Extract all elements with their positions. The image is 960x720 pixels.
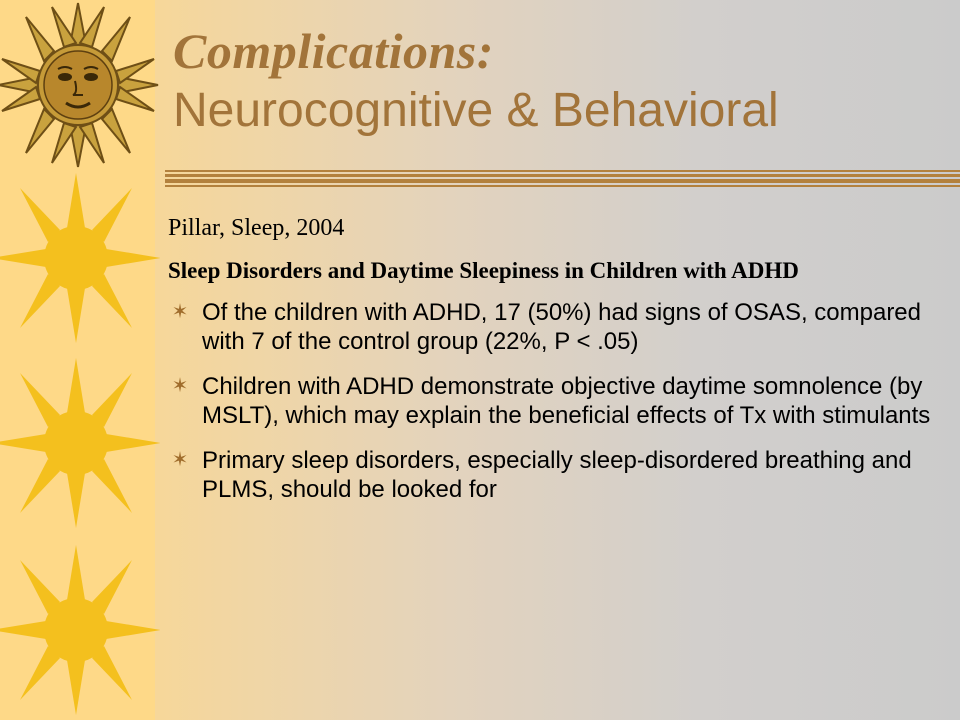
star-bullet-icon: ✶ [171,449,189,471]
bullet-text: Children with ADHD demonstrate objective daytime somnolence (by MSLT), which may explain the beneficial effects of Tx with stimulants [202,373,931,429]
bullet-text: Primary sleep disorders, especially sleep-disordered breathing and PLMS, should be looked for [202,447,912,503]
title-divider [165,170,960,190]
title-line-2: Neurocognitive & Behavioral [173,84,779,137]
bullet-text: Of the children with ADHD, 17 (50%) had signs of OSAS, compared with 7 of the control group (22%, P < .05) [202,299,922,355]
sun-icon [0,355,160,530]
sun-face-icon [0,0,160,170]
star-bullet-icon: ✶ [171,301,189,323]
slide-body [168,213,948,520]
title-line-1: Complications: [173,23,494,79]
bullet-list [168,298,948,504]
bullet-item [168,446,948,504]
star-bullet-icon: ✶ [171,375,189,397]
study-title: Sleep Disorders and Daytime Sleepiness in Children with ADHD [168,258,799,283]
bullet-item [168,298,948,356]
sun-icon [0,170,160,345]
bullet-item [168,372,948,430]
sun-icon [0,540,160,720]
citation: Pillar, Sleep, 2004 [168,215,345,241]
slide-title [173,22,943,140]
